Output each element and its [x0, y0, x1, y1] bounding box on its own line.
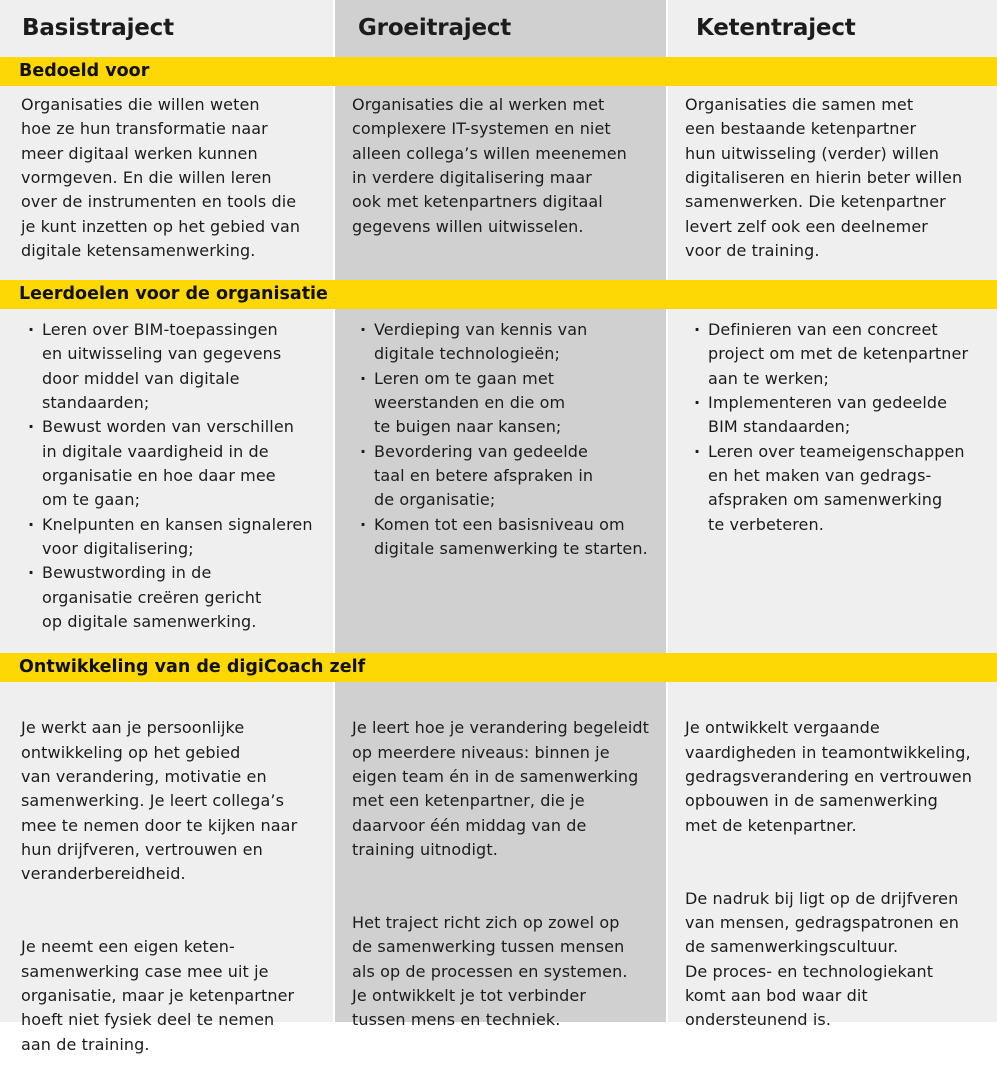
list-item: · Verdieping van kennis van digitale technologieën; [360, 318, 660, 367]
column-title-basistraject: Basistraject [22, 15, 174, 41]
section-label: Leerdoelen voor de organisatie [19, 284, 328, 304]
section-header-bedoeld-voor [0, 57, 997, 86]
list-item: · Bewust worden van verschillen in digitale vaardigheid in de organisatie en hoe daar mee om te gaan; [28, 415, 328, 512]
section-header-leerdoelen [0, 280, 997, 309]
column-title-ketentraject: Ketentraject [696, 15, 856, 41]
list-item: · Leren om te gaan met weerstanden en die om te buigen naar kansen; [360, 367, 660, 440]
paragraph: Je ontwikkelt vergaande vaardigheden in teamontwikkeling, gedragsverandering en vertrouwen opbouwen in de samenwerking met de ketenpartner. [685, 718, 972, 835]
list-item: · Komen tot een basisniveau om digitale samenwerking te starten. [360, 513, 660, 562]
ontwikkeling-groeitraject [352, 692, 662, 1057]
list-item: · Implementeren van gedeelde BIM standaarden; [694, 391, 994, 440]
leerdoelen-ketentraject-list [694, 318, 994, 537]
list-item: · Leren over BIM-toepassingen en uitwisseling van gegevens door middel van digitale standaarden; [28, 318, 328, 415]
list-item: · Definieren van een concreet project om met de ketenpartner aan te werken; [694, 318, 994, 391]
bedoeld-voor-ketentraject: Organisaties die samen met een bestaande ketenpartner hun uitwisseling (verder) willen digitaliseren en hierin beter willen samenwerken. Die ketenpartner levert zelf ook een deelnemer voor de training. [685, 95, 963, 261]
paragraph: Je leert hoe je verandering begeleidt op meerdere niveaus: binnen je eigen team én in de samenwerking met een ketenpartner, die je daarvoor één middag van de training uitnodigt. [352, 718, 650, 860]
list-item: · Bewustwording in de organisatie creëren gericht op digitale samenwerking. [28, 561, 328, 634]
bedoeld-voor-basistraject: Organisaties die willen weten hoe ze hun transformatie naar meer digitaal werken kunnen vormgeven. En die willen leren over de instrumenten en tools die je kunt inzetten op het gebied van digitale ketensamenwerking. [21, 95, 301, 261]
paragraph: Je werkt aan je persoonlijke ontwikkeling op het gebied van verandering, motivatie en samenwerking. Je leert collega’s mee te nemen door te kijken naar hun drijfveren, vertrouwen en veranderbereidheid. [21, 718, 298, 884]
paragraph: Het traject richt zich op zowel op de samenwerking tussen mensen als op de processen en systemen. Je ontwikkelt je tot verbinder tussen mens en techniek. [352, 913, 628, 1030]
paragraph: Je neemt een eigen keten- samenwerking case mee uit je organisatie, maar je ketenpartner hoeft niet fysiek deel te nemen aan de training. [21, 937, 295, 1054]
list-item: · Bevordering van gedeelde taal en betere afspraken in de organisatie; [360, 440, 660, 513]
column-title-groeitraject: Groeitraject [358, 15, 512, 41]
leerdoelen-basistraject-list [28, 318, 328, 634]
list-item: · Knelpunten en kansen signaleren voor digitalisering; [28, 513, 328, 562]
section-label: Ontwikkeling van de digiCoach zelf [19, 657, 366, 677]
bedoeld-voor-groeitraject: Organisaties die al werken met complexere IT-systemen en niet alleen collega’s willen meenemen in verdere digitalisering maar ook met ketenpartners digitaal gegevens willen uitwisselen. [352, 95, 627, 236]
leerdoelen-groeitraject-list [360, 318, 660, 561]
ontwikkeling-basistraject [21, 692, 327, 1082]
ontwikkeling-ketentraject [685, 692, 993, 1057]
list-item: · Leren over teameigenschappen en het maken van gedrags- afspraken om samenwerking te verbeteren. [694, 440, 994, 537]
section-label: Bedoeld voor [19, 61, 150, 81]
paragraph: De nadruk bij ligt op de drijfveren van mensen, gedragspatronen en de samenwerkingscultuur. De proces- en technologiekant komt aan bod waar dit ondersteunend is. [685, 888, 960, 1030]
section-header-ontwikkeling [0, 653, 997, 682]
